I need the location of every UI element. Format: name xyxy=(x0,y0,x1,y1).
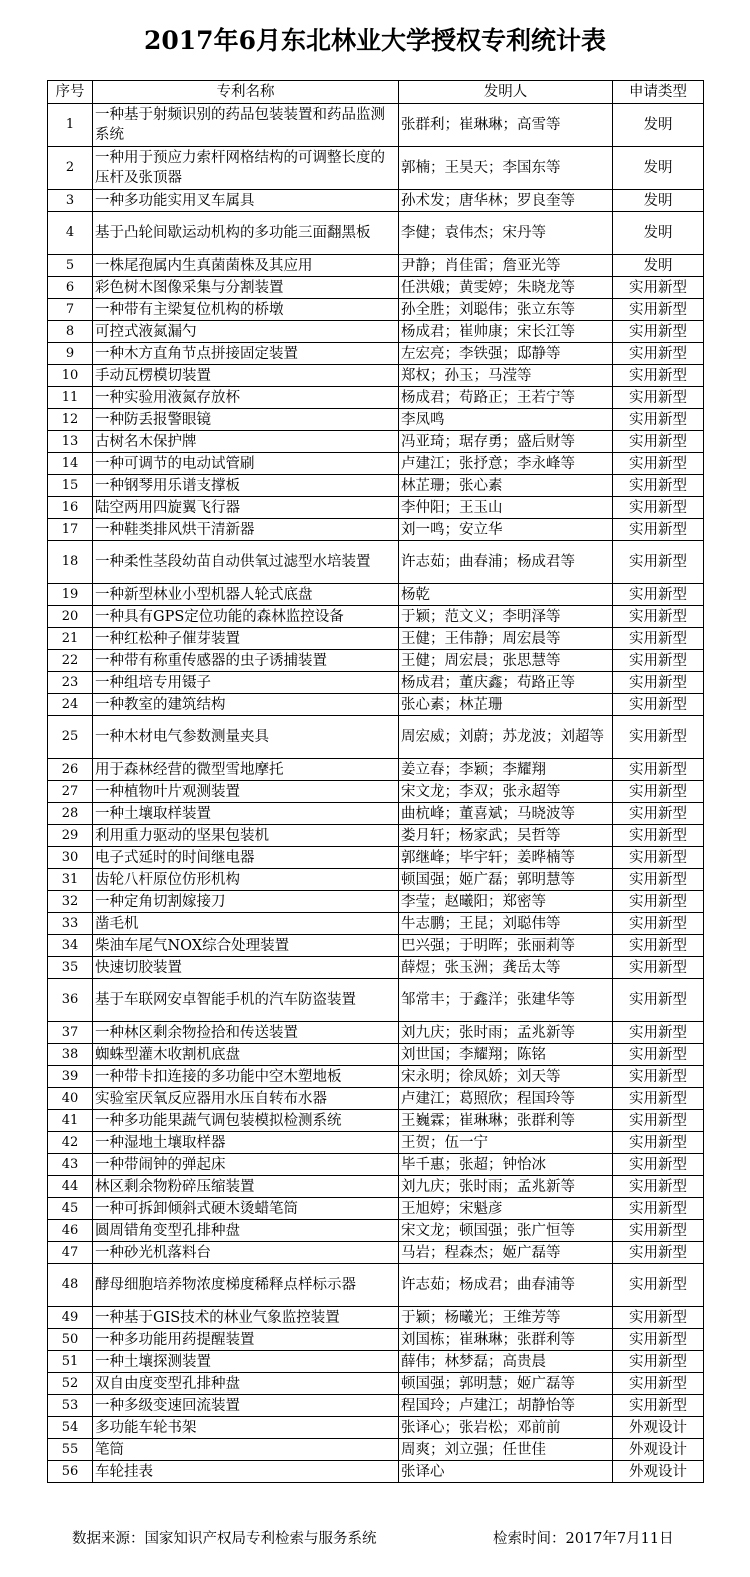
cell-patent-name: 一种教室的建筑结构 xyxy=(93,694,399,716)
patent-table xyxy=(47,80,704,1483)
cell-no: 46 xyxy=(48,1220,93,1242)
table-row xyxy=(48,694,704,716)
cell-type: 实用新型 xyxy=(613,431,704,453)
cell-patent-name: 双自由度变型孔排种盘 xyxy=(93,1373,399,1395)
cell-inventors: 巴兴强；于明晖；张丽莉等 xyxy=(399,935,613,957)
cell-patent-name: 一种木方直角节点拼接固定装置 xyxy=(93,343,399,365)
cell-inventors: 牛志鹏；王昆；刘聪伟等 xyxy=(399,913,613,935)
cell-type: 实用新型 xyxy=(613,277,704,299)
cell-patent-name: 一种具有GPS定位功能的森林监控设备 xyxy=(93,606,399,628)
table-row xyxy=(48,781,704,803)
table-row xyxy=(48,825,704,847)
cell-patent-name: 一种柔性茎段幼苗自动供氧过滤型水培装置 xyxy=(93,541,399,584)
cell-type: 实用新型 xyxy=(613,1132,704,1154)
cell-type: 实用新型 xyxy=(613,409,704,431)
cell-type: 实用新型 xyxy=(613,957,704,979)
cell-no: 56 xyxy=(48,1461,93,1483)
table-row xyxy=(48,1220,704,1242)
data-source-note: 数据来源：国家知识产权局专利检索与服务系统 xyxy=(72,1531,377,1547)
table-row xyxy=(48,475,704,497)
cell-inventors: 马岩；程森杰；姬广磊等 xyxy=(399,1242,613,1264)
table-row xyxy=(48,1329,704,1351)
cell-type: 实用新型 xyxy=(613,497,704,519)
cell-type: 实用新型 xyxy=(613,1176,704,1198)
cell-inventors: 周宏威；刘蔚；苏龙波；刘超等 xyxy=(399,716,613,759)
cell-type: 实用新型 xyxy=(613,387,704,409)
cell-type: 外观设计 xyxy=(613,1417,704,1439)
cell-patent-name: 一种多功能用药提醒装置 xyxy=(93,1329,399,1351)
cell-inventors: 卢建江；葛照欣；程国玲等 xyxy=(399,1088,613,1110)
cell-no: 13 xyxy=(48,431,93,453)
cell-no: 35 xyxy=(48,957,93,979)
cell-type: 实用新型 xyxy=(613,1373,704,1395)
cell-no: 33 xyxy=(48,913,93,935)
cell-patent-name: 手动瓦楞模切装置 xyxy=(93,365,399,387)
cell-patent-name: 一种植物叶片观测装置 xyxy=(93,781,399,803)
cell-no: 28 xyxy=(48,803,93,825)
cell-no: 20 xyxy=(48,606,93,628)
cell-type: 实用新型 xyxy=(613,628,704,650)
cell-no: 42 xyxy=(48,1132,93,1154)
cell-inventors: 孙全胜；刘聪伟；张立东等 xyxy=(399,299,613,321)
table-row xyxy=(48,847,704,869)
cell-inventors: 王健；周宏晨；张思慧等 xyxy=(399,650,613,672)
cell-inventors: 杨乾 xyxy=(399,584,613,606)
cell-patent-name: 一种组培专用镊子 xyxy=(93,672,399,694)
cell-no: 15 xyxy=(48,475,93,497)
table-row xyxy=(48,606,704,628)
cell-patent-name: 齿轮八杆原位仿形机构 xyxy=(93,869,399,891)
cell-inventors: 许志茹；曲春浦；杨成君等 xyxy=(399,541,613,584)
cell-type: 发明 xyxy=(613,147,704,190)
cell-no: 10 xyxy=(48,365,93,387)
cell-patent-name: 凿毛机 xyxy=(93,913,399,935)
cell-inventors: 宋文龙；李双；张永超等 xyxy=(399,781,613,803)
cell-no: 45 xyxy=(48,1198,93,1220)
cell-type: 发明 xyxy=(613,104,704,147)
cell-type: 实用新型 xyxy=(613,781,704,803)
cell-patent-name: 一种定角切割嫁接刀 xyxy=(93,891,399,913)
cell-patent-name: 酵母细胞培养物浓度梯度稀释点样标示器 xyxy=(93,1264,399,1307)
table-row xyxy=(48,650,704,672)
cell-type: 实用新型 xyxy=(613,519,704,541)
table-row xyxy=(48,343,704,365)
cell-inventors: 郑权；孙玉；马滢等 xyxy=(399,365,613,387)
cell-no: 44 xyxy=(48,1176,93,1198)
cell-type: 实用新型 xyxy=(613,1088,704,1110)
cell-patent-name: 一种土壤探测装置 xyxy=(93,1351,399,1373)
cell-inventors: 王旭婷；宋魁彦 xyxy=(399,1198,613,1220)
cell-no: 16 xyxy=(48,497,93,519)
cell-inventors: 薛煜；张玉洲；龚岳太等 xyxy=(399,957,613,979)
cell-patent-name: 一种多功能果蔬气调包装模拟检测系统 xyxy=(93,1110,399,1132)
cell-inventors: 林芷珊；张心素 xyxy=(399,475,613,497)
cell-patent-name: 快速切胶装置 xyxy=(93,957,399,979)
cell-type: 实用新型 xyxy=(613,825,704,847)
cell-inventors: 张心素；林芷珊 xyxy=(399,694,613,716)
table-row xyxy=(48,584,704,606)
cell-type: 实用新型 xyxy=(613,1220,704,1242)
table-row xyxy=(48,1461,704,1483)
cell-no: 50 xyxy=(48,1329,93,1351)
cell-inventors: 于颖；范文义；李明泽等 xyxy=(399,606,613,628)
cell-type: 实用新型 xyxy=(613,453,704,475)
cell-type: 实用新型 xyxy=(613,1044,704,1066)
cell-patent-name: 林区剩余物粉碎压缩装置 xyxy=(93,1176,399,1198)
cell-patent-name: 一种湿地土壤取样器 xyxy=(93,1132,399,1154)
cell-type: 实用新型 xyxy=(613,847,704,869)
cell-inventors: 邹常丰；于鑫洋；张建华等 xyxy=(399,979,613,1022)
header-inventors: 发明人 xyxy=(399,81,613,104)
cell-inventors: 毕千惠；张超；钟怡冰 xyxy=(399,1154,613,1176)
cell-type: 发明 xyxy=(613,190,704,212)
cell-no: 11 xyxy=(48,387,93,409)
cell-type: 外观设计 xyxy=(613,1461,704,1483)
cell-patent-name: 一种用于预应力索杆网格结构的可调整长度的压杆及张顶器 xyxy=(93,147,399,190)
page-title: 2017年6月东北林业大学授权专利统计表 xyxy=(144,26,606,55)
cell-type: 发明 xyxy=(613,212,704,255)
cell-no: 39 xyxy=(48,1066,93,1088)
cell-inventors: 姜立春；李颖；李耀翔 xyxy=(399,759,613,781)
cell-patent-name: 一种带有主梁复位机构的桥墩 xyxy=(93,299,399,321)
cell-patent-name: 一种基于射频识别的药品包装装置和药品监测系统 xyxy=(93,104,399,147)
cell-no: 21 xyxy=(48,628,93,650)
cell-inventors: 刘世国；李耀翔；陈铭 xyxy=(399,1044,613,1066)
cell-inventors: 薛伟；林梦磊；高贵晨 xyxy=(399,1351,613,1373)
cell-type: 实用新型 xyxy=(613,1351,704,1373)
table-row xyxy=(48,431,704,453)
cell-inventors: 李健；袁伟杰；宋丹等 xyxy=(399,212,613,255)
table-row xyxy=(48,957,704,979)
table-row xyxy=(48,1351,704,1373)
table-row xyxy=(48,453,704,475)
cell-no: 36 xyxy=(48,979,93,1022)
table-row xyxy=(48,1417,704,1439)
cell-inventors: 刘九庆；张时雨；孟兆新等 xyxy=(399,1022,613,1044)
cell-no: 43 xyxy=(48,1154,93,1176)
table-row xyxy=(48,935,704,957)
cell-type: 实用新型 xyxy=(613,1307,704,1329)
table-row xyxy=(48,913,704,935)
cell-no: 48 xyxy=(48,1264,93,1307)
cell-patent-name: 一种林区剩余物捡拾和传送装置 xyxy=(93,1022,399,1044)
table-row xyxy=(48,628,704,650)
table-row xyxy=(48,212,704,255)
cell-no: 54 xyxy=(48,1417,93,1439)
cell-patent-name: 一种实验用液氮存放杯 xyxy=(93,387,399,409)
table-row xyxy=(48,409,704,431)
table-body xyxy=(48,104,704,1483)
table-row xyxy=(48,190,704,212)
cell-type: 实用新型 xyxy=(613,1022,704,1044)
cell-patent-name: 车轮挂表 xyxy=(93,1461,399,1483)
table-row xyxy=(48,519,704,541)
cell-inventors: 尹静；肖佳雷；詹亚光等 xyxy=(399,255,613,277)
cell-type: 发明 xyxy=(613,255,704,277)
cell-patent-name: 基于车联网安卓智能手机的汽车防盗装置 xyxy=(93,979,399,1022)
cell-patent-name: 陆空两用四旋翼飞行器 xyxy=(93,497,399,519)
cell-no: 53 xyxy=(48,1395,93,1417)
cell-type: 实用新型 xyxy=(613,672,704,694)
cell-no: 1 xyxy=(48,104,93,147)
cell-type: 实用新型 xyxy=(613,1395,704,1417)
cell-type: 实用新型 xyxy=(613,1154,704,1176)
cell-patent-name: 柴油车尾气NOX综合处理装置 xyxy=(93,935,399,957)
cell-no: 26 xyxy=(48,759,93,781)
cell-patent-name: 一种带闹钟的弹起床 xyxy=(93,1154,399,1176)
cell-patent-name: 古树名木保护牌 xyxy=(93,431,399,453)
cell-patent-name: 可控式液氮漏勺 xyxy=(93,321,399,343)
cell-patent-name: 圆周错角变型孔排种盘 xyxy=(93,1220,399,1242)
cell-type: 实用新型 xyxy=(613,365,704,387)
cell-inventors: 李莹；赵曦阳；郑密等 xyxy=(399,891,613,913)
cell-type: 实用新型 xyxy=(613,650,704,672)
cell-inventors: 左宏亮；李铁强；邸静等 xyxy=(399,343,613,365)
cell-patent-name: 实验室厌氧反应器用水压自转布水器 xyxy=(93,1088,399,1110)
cell-patent-name: 电子式延时的时间继电器 xyxy=(93,847,399,869)
cell-patent-name: 一种砂光机落料台 xyxy=(93,1242,399,1264)
table-row xyxy=(48,672,704,694)
cell-type: 实用新型 xyxy=(613,1329,704,1351)
cell-inventors: 王健；王伟静；周宏晨等 xyxy=(399,628,613,650)
cell-inventors: 孙术发；唐华林；罗良奎等 xyxy=(399,190,613,212)
cell-no: 19 xyxy=(48,584,93,606)
cell-no: 34 xyxy=(48,935,93,957)
cell-patent-name: 利用重力驱动的坚果包装机 xyxy=(93,825,399,847)
table-row xyxy=(48,147,704,190)
cell-type: 实用新型 xyxy=(613,935,704,957)
cell-no: 47 xyxy=(48,1242,93,1264)
cell-no: 49 xyxy=(48,1307,93,1329)
table-row xyxy=(48,1395,704,1417)
cell-inventors: 张译心；张岩松；邓前前 xyxy=(399,1417,613,1439)
cell-no: 32 xyxy=(48,891,93,913)
cell-no: 22 xyxy=(48,650,93,672)
table-row xyxy=(48,1066,704,1088)
cell-no: 14 xyxy=(48,453,93,475)
cell-no: 5 xyxy=(48,255,93,277)
cell-inventors: 刘九庆；张时雨；孟兆新等 xyxy=(399,1176,613,1198)
cell-patent-name: 一种带有称重传感器的虫子诱捕装置 xyxy=(93,650,399,672)
table-row xyxy=(48,1088,704,1110)
cell-type: 实用新型 xyxy=(613,979,704,1022)
table-row xyxy=(48,891,704,913)
cell-type: 实用新型 xyxy=(613,759,704,781)
table-row xyxy=(48,716,704,759)
table-row xyxy=(48,541,704,584)
cell-type: 实用新型 xyxy=(613,321,704,343)
cell-no: 8 xyxy=(48,321,93,343)
cell-patent-name: 一种可拆卸倾斜式硬木烫蜡笔筒 xyxy=(93,1198,399,1220)
cell-inventors: 杨成君；崔帅康；宋长江等 xyxy=(399,321,613,343)
table-row xyxy=(48,759,704,781)
table-row xyxy=(48,869,704,891)
cell-inventors: 娄月轩；杨家武；吴哲等 xyxy=(399,825,613,847)
cell-type: 实用新型 xyxy=(613,891,704,913)
cell-patent-name: 一种可调节的电动试管刷 xyxy=(93,453,399,475)
table-row xyxy=(48,1154,704,1176)
cell-type: 实用新型 xyxy=(613,803,704,825)
cell-inventors: 郭楠；王昊天；李国东等 xyxy=(399,147,613,190)
cell-patent-name: 一种防丢报警眼镜 xyxy=(93,409,399,431)
cell-no: 55 xyxy=(48,1439,93,1461)
cell-patent-name: 基于凸轮间歇运动机构的多功能三面翻黑板 xyxy=(93,212,399,255)
cell-patent-name: 一种钢琴用乐谱支撑板 xyxy=(93,475,399,497)
cell-no: 27 xyxy=(48,781,93,803)
cell-no: 31 xyxy=(48,869,93,891)
table-row xyxy=(48,1307,704,1329)
cell-type: 实用新型 xyxy=(613,1066,704,1088)
cell-patent-name: 一种鞋类排风烘干清新器 xyxy=(93,519,399,541)
cell-no: 2 xyxy=(48,147,93,190)
cell-inventors: 曲杭峰；董喜斌；马晓波等 xyxy=(399,803,613,825)
cell-type: 实用新型 xyxy=(613,584,704,606)
table-row xyxy=(48,979,704,1022)
header-no: 序号 xyxy=(48,81,93,104)
header-type: 申请类型 xyxy=(613,81,704,104)
table-header-row xyxy=(48,81,704,104)
cell-inventors: 卢建江；张抒意；李永峰等 xyxy=(399,453,613,475)
cell-no: 9 xyxy=(48,343,93,365)
cell-no: 18 xyxy=(48,541,93,584)
table-row xyxy=(48,321,704,343)
cell-type: 实用新型 xyxy=(613,475,704,497)
cell-inventors: 顿国强；郭明慧；姬广磊等 xyxy=(399,1373,613,1395)
cell-inventors: 刘国栋；崔琳琳；张群利等 xyxy=(399,1329,613,1351)
cell-type: 实用新型 xyxy=(613,913,704,935)
table-row xyxy=(48,1132,704,1154)
retrieval-date-note: 检索时间：2017年7月11日 xyxy=(493,1531,674,1547)
cell-inventors: 李仲阳；王玉山 xyxy=(399,497,613,519)
cell-no: 3 xyxy=(48,190,93,212)
cell-inventors: 冯亚琦；琚存勇；盛后财等 xyxy=(399,431,613,453)
table-row xyxy=(48,387,704,409)
table-row xyxy=(48,1242,704,1264)
cell-no: 23 xyxy=(48,672,93,694)
cell-inventors: 张译心 xyxy=(399,1461,613,1483)
cell-patent-name: 一种红松种子催芽装置 xyxy=(93,628,399,650)
cell-inventors: 任洪娥；黄雯婷；朱晓龙等 xyxy=(399,277,613,299)
cell-inventors: 周爽；刘立强；任世佳 xyxy=(399,1439,613,1461)
cell-inventors: 刘一鸣；安立华 xyxy=(399,519,613,541)
cell-no: 40 xyxy=(48,1088,93,1110)
cell-type: 实用新型 xyxy=(613,694,704,716)
cell-no: 6 xyxy=(48,277,93,299)
cell-inventors: 许志茹；杨成君；曲春浦等 xyxy=(399,1264,613,1307)
header-name: 专利名称 xyxy=(93,81,399,104)
cell-type: 实用新型 xyxy=(613,716,704,759)
cell-inventors: 王巍霖；崔琳琳；张群利等 xyxy=(399,1110,613,1132)
cell-patent-name: 一株尾孢属内生真菌菌株及其应用 xyxy=(93,255,399,277)
cell-type: 实用新型 xyxy=(613,1198,704,1220)
table-row xyxy=(48,255,704,277)
table-row xyxy=(48,1198,704,1220)
cell-no: 7 xyxy=(48,299,93,321)
cell-inventors: 于颖；杨曦光；王维芳等 xyxy=(399,1307,613,1329)
cell-inventors: 杨成君；苟路正；王若宁等 xyxy=(399,387,613,409)
table-row xyxy=(48,1022,704,1044)
table-row xyxy=(48,299,704,321)
cell-inventors: 宋永明；徐凤娇；刘天等 xyxy=(399,1066,613,1088)
cell-no: 25 xyxy=(48,716,93,759)
cell-inventors: 王贺；伍一宁 xyxy=(399,1132,613,1154)
cell-inventors: 顿国强；姬广磊；郭明慧等 xyxy=(399,869,613,891)
cell-inventors: 杨成君；董庆鑫；苟路正等 xyxy=(399,672,613,694)
cell-no: 12 xyxy=(48,409,93,431)
cell-type: 外观设计 xyxy=(613,1439,704,1461)
cell-inventors: 宋文龙；顿国强；张广恒等 xyxy=(399,1220,613,1242)
cell-inventors: 李凤鸣 xyxy=(399,409,613,431)
cell-no: 17 xyxy=(48,519,93,541)
cell-no: 51 xyxy=(48,1351,93,1373)
cell-no: 52 xyxy=(48,1373,93,1395)
cell-patent-name: 彩色树木图像采集与分割装置 xyxy=(93,277,399,299)
cell-no: 30 xyxy=(48,847,93,869)
cell-patent-name: 一种带卡扣连接的多功能中空木塑地板 xyxy=(93,1066,399,1088)
table-row xyxy=(48,1110,704,1132)
cell-type: 实用新型 xyxy=(613,299,704,321)
cell-patent-name: 蜘蛛型灌木收割机底盘 xyxy=(93,1044,399,1066)
cell-patent-name: 笔筒 xyxy=(93,1439,399,1461)
table-row xyxy=(48,497,704,519)
cell-patent-name: 一种多级变速回流装置 xyxy=(93,1395,399,1417)
cell-patent-name: 一种基于GIS技术的林业气象监控装置 xyxy=(93,1307,399,1329)
cell-no: 41 xyxy=(48,1110,93,1132)
table-row xyxy=(48,365,704,387)
cell-type: 实用新型 xyxy=(613,541,704,584)
cell-patent-name: 一种多功能实用叉车属具 xyxy=(93,190,399,212)
cell-no: 37 xyxy=(48,1022,93,1044)
table-row xyxy=(48,1439,704,1461)
cell-inventors: 张群利；崔琳琳；高雪等 xyxy=(399,104,613,147)
cell-type: 实用新型 xyxy=(613,1264,704,1307)
cell-no: 38 xyxy=(48,1044,93,1066)
table-row xyxy=(48,1044,704,1066)
cell-no: 24 xyxy=(48,694,93,716)
cell-type: 实用新型 xyxy=(613,606,704,628)
cell-patent-name: 一种新型林业小型机器人轮式底盘 xyxy=(93,584,399,606)
cell-type: 实用新型 xyxy=(613,869,704,891)
table-row xyxy=(48,104,704,147)
cell-patent-name: 多功能车轮书架 xyxy=(93,1417,399,1439)
cell-patent-name: 用于森林经营的微型雪地摩托 xyxy=(93,759,399,781)
table-row xyxy=(48,1176,704,1198)
cell-type: 实用新型 xyxy=(613,1110,704,1132)
cell-no: 4 xyxy=(48,212,93,255)
table-row xyxy=(48,1264,704,1307)
cell-type: 实用新型 xyxy=(613,1242,704,1264)
table-row xyxy=(48,277,704,299)
cell-inventors: 程国玲；卢建江；胡静怡等 xyxy=(399,1395,613,1417)
table-row xyxy=(48,1373,704,1395)
cell-inventors: 郭继峰；毕宇轩；姜晔楠等 xyxy=(399,847,613,869)
cell-no: 29 xyxy=(48,825,93,847)
cell-patent-name: 一种木材电气参数测量夹具 xyxy=(93,716,399,759)
cell-type: 实用新型 xyxy=(613,343,704,365)
table-row xyxy=(48,803,704,825)
cell-patent-name: 一种土壤取样装置 xyxy=(93,803,399,825)
